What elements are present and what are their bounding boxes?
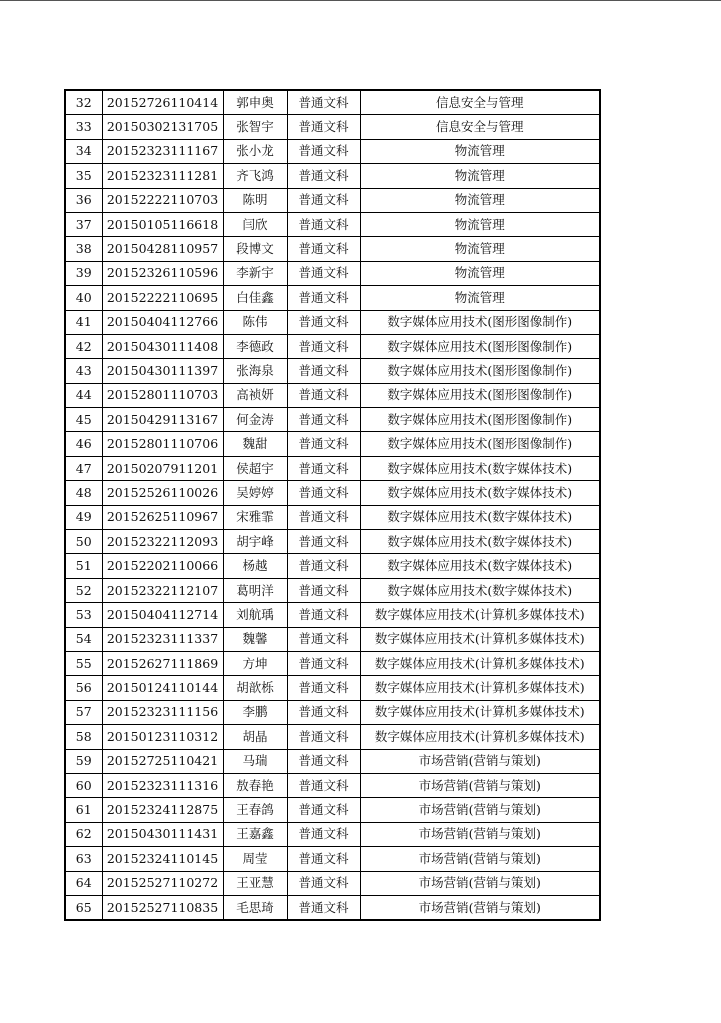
student-name-cell: 李新宇 [223,261,287,285]
category-cell: 普通文科 [287,90,360,115]
student-name-cell: 魏甜 [223,432,287,456]
category-cell: 普通文科 [287,530,360,554]
student-name-cell: 胡歆栎 [223,676,287,700]
major-cell: 数字媒体应用技术(图形图像制作) [360,310,600,334]
table-row [65,798,600,822]
table-row [65,627,600,651]
major-cell: 数字媒体应用技术(数字媒体技术) [360,578,600,602]
category-cell: 普通文科 [287,627,360,651]
table-row [65,871,600,895]
row-number-cell: 36 [65,188,102,212]
major-cell: 市场营销(营销与策划) [360,798,600,822]
student-name-cell: 周莹 [223,847,287,871]
table-row [65,749,600,773]
major-cell: 信息安全与管理 [360,90,600,115]
student-name-cell: 王春鸽 [223,798,287,822]
student-name-cell: 毛思琦 [223,895,287,920]
student-name-cell: 杨越 [223,554,287,578]
student-name-cell: 方坤 [223,651,287,675]
table-row [65,505,600,529]
student-name-cell: 何金涛 [223,408,287,432]
category-cell: 普通文科 [287,505,360,529]
category-cell: 普通文科 [287,164,360,188]
table-row [65,725,600,749]
category-cell: 普通文科 [287,383,360,407]
exam-id-cell: 20150428110957 [102,237,223,261]
table-row [65,408,600,432]
table-row [65,334,600,358]
exam-id-cell: 20152202110066 [102,554,223,578]
student-name-cell: 张海泉 [223,359,287,383]
exam-id-cell: 20152527110835 [102,895,223,920]
table-row [65,554,600,578]
exam-id-cell: 20152323111167 [102,139,223,163]
table-row [65,603,600,627]
category-cell: 普通文科 [287,725,360,749]
major-cell: 数字媒体应用技术(计算机多媒体技术) [360,603,600,627]
major-cell: 市场营销(营销与策划) [360,895,600,920]
category-cell: 普通文科 [287,456,360,480]
student-name-cell: 吴婷婷 [223,481,287,505]
major-cell: 物流管理 [360,139,600,163]
exam-id-cell: 20150429113167 [102,408,223,432]
table-row [65,530,600,554]
exam-id-cell: 20152526110026 [102,481,223,505]
table-row [65,700,600,724]
exam-id-cell: 20150404112714 [102,603,223,627]
student-name-cell: 李鹏 [223,700,287,724]
student-name-cell: 齐飞鸿 [223,164,287,188]
exam-id-cell: 20150302131705 [102,115,223,139]
major-cell: 物流管理 [360,212,600,236]
table-row [65,115,600,139]
exam-id-cell: 20152725110421 [102,749,223,773]
row-number-cell: 52 [65,578,102,602]
row-number-cell: 39 [65,261,102,285]
student-name-cell: 李德政 [223,334,287,358]
student-name-cell: 郭申奥 [223,90,287,115]
row-number-cell: 35 [65,164,102,188]
major-cell: 数字媒体应用技术(数字媒体技术) [360,456,600,480]
exam-id-cell: 20150430111431 [102,822,223,846]
row-number-cell: 32 [65,90,102,115]
category-cell: 普通文科 [287,432,360,456]
row-number-cell: 56 [65,676,102,700]
exam-id-cell: 20152801110703 [102,383,223,407]
category-cell: 普通文科 [287,871,360,895]
student-name-cell: 胡宇峰 [223,530,287,554]
exam-id-cell: 20152625110967 [102,505,223,529]
table-row [65,578,600,602]
row-number-cell: 45 [65,408,102,432]
student-admission-table [64,89,601,921]
category-cell: 普通文科 [287,749,360,773]
row-number-cell: 59 [65,749,102,773]
major-cell: 市场营销(营销与策划) [360,822,600,846]
student-name-cell: 魏馨 [223,627,287,651]
category-cell: 普通文科 [287,554,360,578]
row-number-cell: 61 [65,798,102,822]
row-number-cell: 51 [65,554,102,578]
exam-id-cell: 20152801110706 [102,432,223,456]
row-number-cell: 54 [65,627,102,651]
major-cell: 数字媒体应用技术(图形图像制作) [360,383,600,407]
major-cell: 市场营销(营销与策划) [360,749,600,773]
category-cell: 普通文科 [287,359,360,383]
table-row [65,310,600,334]
table-row [65,139,600,163]
major-cell: 信息安全与管理 [360,115,600,139]
row-number-cell: 63 [65,847,102,871]
major-cell: 物流管理 [360,286,600,310]
exam-id-cell: 20152322112107 [102,578,223,602]
category-cell: 普通文科 [287,700,360,724]
student-name-cell: 陈伟 [223,310,287,334]
category-cell: 普通文科 [287,895,360,920]
student-name-cell: 高祯妍 [223,383,287,407]
major-cell: 数字媒体应用技术(图形图像制作) [360,359,600,383]
category-cell: 普通文科 [287,286,360,310]
exam-id-cell: 20152726110414 [102,90,223,115]
exam-id-cell: 20152323111281 [102,164,223,188]
category-cell: 普通文科 [287,188,360,212]
student-name-cell: 刘航瑀 [223,603,287,627]
row-number-cell: 41 [65,310,102,334]
student-name-cell: 闫欣 [223,212,287,236]
exam-id-cell: 20152324112875 [102,798,223,822]
exam-id-cell: 20150430111397 [102,359,223,383]
table-row [65,212,600,236]
row-number-cell: 49 [65,505,102,529]
major-cell: 市场营销(营销与策划) [360,871,600,895]
category-cell: 普通文科 [287,115,360,139]
category-cell: 普通文科 [287,237,360,261]
major-cell: 数字媒体应用技术(数字媒体技术) [360,505,600,529]
exam-id-cell: 20152324110145 [102,847,223,871]
major-cell: 数字媒体应用技术(计算机多媒体技术) [360,651,600,675]
table-row [65,773,600,797]
category-cell: 普通文科 [287,773,360,797]
category-cell: 普通文科 [287,822,360,846]
row-number-cell: 34 [65,139,102,163]
table-row [65,651,600,675]
row-number-cell: 37 [65,212,102,236]
table-row [65,383,600,407]
student-name-cell: 马瑞 [223,749,287,773]
major-cell: 物流管理 [360,261,600,285]
major-cell: 物流管理 [360,164,600,188]
student-name-cell: 敖春艳 [223,773,287,797]
row-number-cell: 50 [65,530,102,554]
table-row [65,188,600,212]
category-cell: 普通文科 [287,310,360,334]
student-name-cell: 白佳鑫 [223,286,287,310]
major-cell: 物流管理 [360,237,600,261]
student-name-cell: 葛明洋 [223,578,287,602]
row-number-cell: 65 [65,895,102,920]
student-name-cell: 张智宇 [223,115,287,139]
table-row [65,847,600,871]
category-cell: 普通文科 [287,603,360,627]
row-number-cell: 47 [65,456,102,480]
major-cell: 数字媒体应用技术(计算机多媒体技术) [360,676,600,700]
exam-id-cell: 20150123110312 [102,725,223,749]
table-row [65,676,600,700]
table-row [65,90,600,115]
category-cell: 普通文科 [287,578,360,602]
student-name-cell: 陈明 [223,188,287,212]
exam-id-cell: 20150105116618 [102,212,223,236]
student-name-cell: 段博文 [223,237,287,261]
row-number-cell: 57 [65,700,102,724]
category-cell: 普通文科 [287,408,360,432]
table-row [65,359,600,383]
row-number-cell: 55 [65,651,102,675]
major-cell: 物流管理 [360,188,600,212]
category-cell: 普通文科 [287,847,360,871]
category-cell: 普通文科 [287,798,360,822]
row-number-cell: 33 [65,115,102,139]
table-row [65,432,600,456]
exam-id-cell: 20150207911201 [102,456,223,480]
table-row [65,237,600,261]
student-name-cell: 胡晶 [223,725,287,749]
table-row [65,895,600,920]
table-row [65,261,600,285]
page-top-rule [0,0,721,1]
major-cell: 数字媒体应用技术(计算机多媒体技术) [360,700,600,724]
exam-id-cell: 20150404112766 [102,310,223,334]
exam-id-cell: 20152326110596 [102,261,223,285]
student-name-cell: 张小龙 [223,139,287,163]
row-number-cell: 42 [65,334,102,358]
exam-id-cell: 20152222110703 [102,188,223,212]
category-cell: 普通文科 [287,261,360,285]
major-cell: 数字媒体应用技术(数字媒体技术) [360,530,600,554]
student-name-cell: 侯超宇 [223,456,287,480]
major-cell: 数字媒体应用技术(图形图像制作) [360,334,600,358]
exam-id-cell: 20152323111337 [102,627,223,651]
row-number-cell: 43 [65,359,102,383]
exam-id-cell: 20152322112093 [102,530,223,554]
category-cell: 普通文科 [287,651,360,675]
major-cell: 市场营销(营销与策划) [360,847,600,871]
table-body [65,90,600,920]
exam-id-cell: 20152222110695 [102,286,223,310]
major-cell: 市场营销(营销与策划) [360,773,600,797]
major-cell: 数字媒体应用技术(数字媒体技术) [360,554,600,578]
row-number-cell: 64 [65,871,102,895]
row-number-cell: 58 [65,725,102,749]
category-cell: 普通文科 [287,481,360,505]
major-cell: 数字媒体应用技术(图形图像制作) [360,432,600,456]
row-number-cell: 38 [65,237,102,261]
category-cell: 普通文科 [287,212,360,236]
row-number-cell: 46 [65,432,102,456]
exam-id-cell: 20152527110272 [102,871,223,895]
major-cell: 数字媒体应用技术(计算机多媒体技术) [360,725,600,749]
table-row [65,456,600,480]
row-number-cell: 60 [65,773,102,797]
row-number-cell: 48 [65,481,102,505]
exam-id-cell: 20150124110144 [102,676,223,700]
student-name-cell: 宋雅霏 [223,505,287,529]
major-cell: 数字媒体应用技术(计算机多媒体技术) [360,627,600,651]
exam-id-cell: 20152627111869 [102,651,223,675]
exam-id-cell: 20152323111156 [102,700,223,724]
exam-id-cell: 20152323111316 [102,773,223,797]
table-row [65,822,600,846]
table-row [65,481,600,505]
category-cell: 普通文科 [287,676,360,700]
major-cell: 数字媒体应用技术(图形图像制作) [360,408,600,432]
row-number-cell: 53 [65,603,102,627]
row-number-cell: 44 [65,383,102,407]
exam-id-cell: 20150430111408 [102,334,223,358]
student-name-cell: 王亚慧 [223,871,287,895]
category-cell: 普通文科 [287,334,360,358]
row-number-cell: 62 [65,822,102,846]
category-cell: 普通文科 [287,139,360,163]
row-number-cell: 40 [65,286,102,310]
table-row [65,164,600,188]
major-cell: 数字媒体应用技术(数字媒体技术) [360,481,600,505]
student-name-cell: 王嘉鑫 [223,822,287,846]
table-row [65,286,600,310]
